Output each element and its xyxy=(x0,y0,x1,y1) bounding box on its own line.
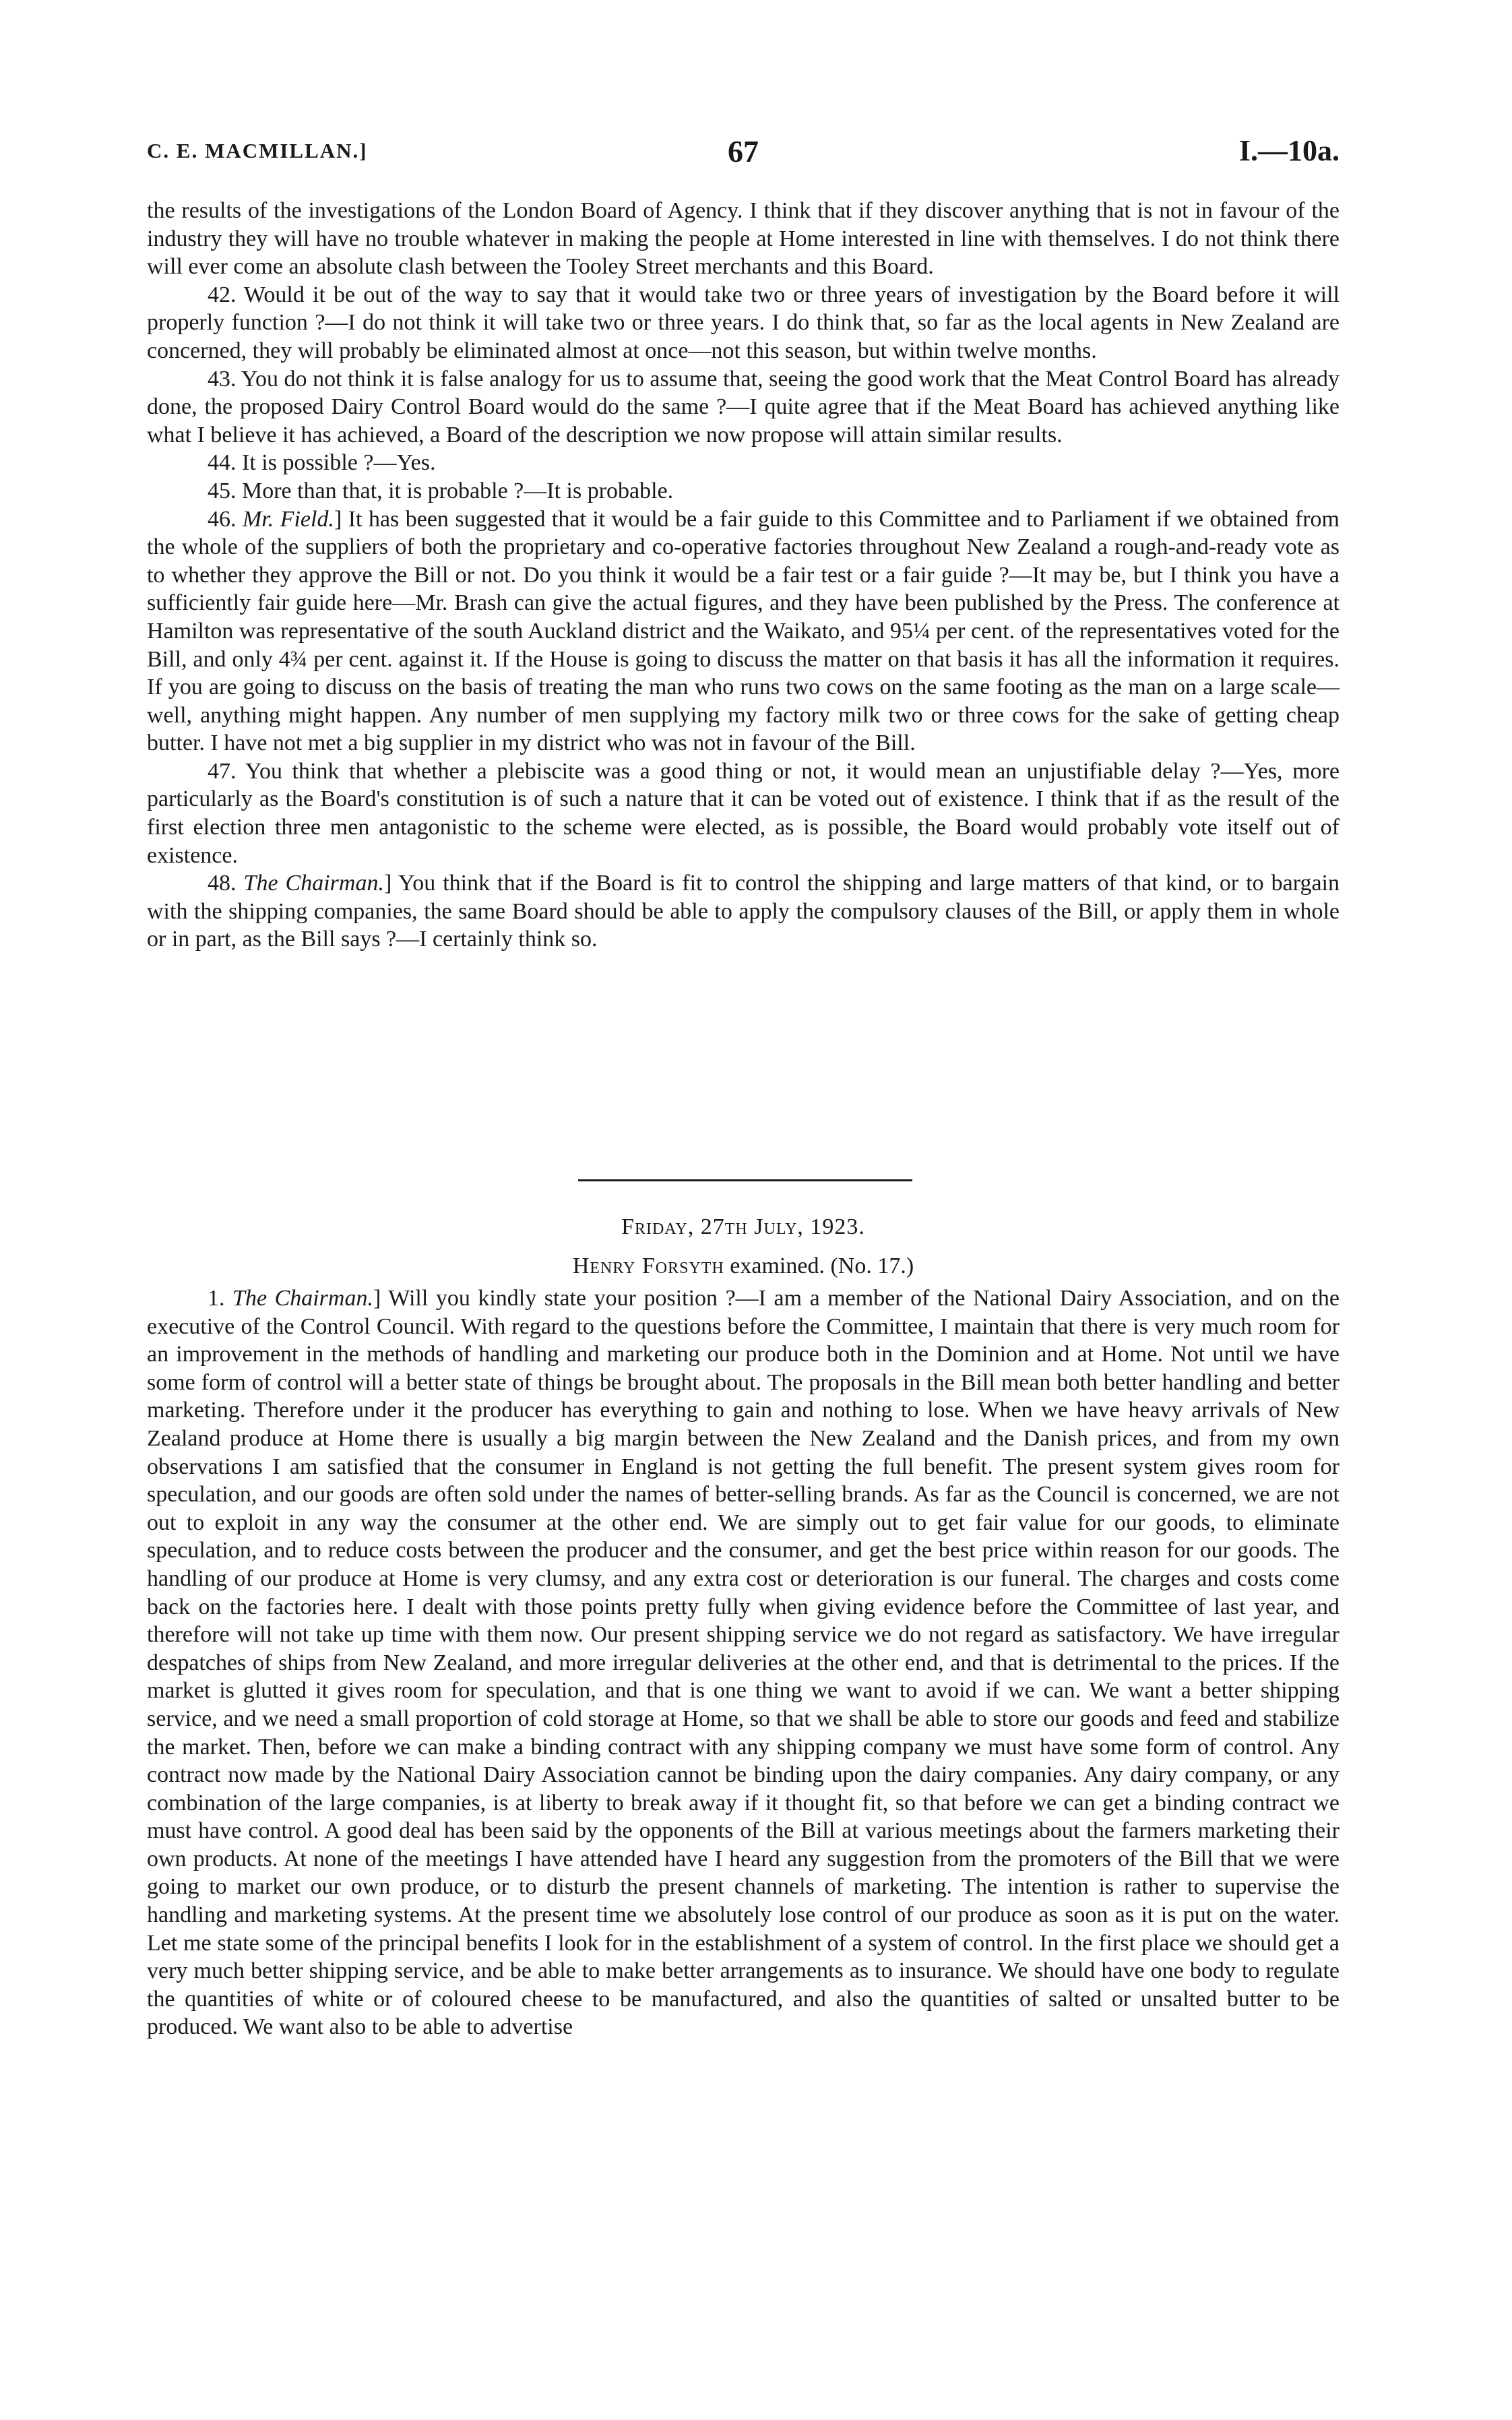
page-header xyxy=(147,133,1340,174)
witness-name: Henry Forsyth xyxy=(572,1253,724,1278)
question-44: 44. It is possible ?—Yes. xyxy=(208,450,436,476)
question-46 xyxy=(147,505,1340,757)
witness-examined-note: examined. (No. 17.) xyxy=(730,1253,914,1278)
running-head-author: C. E. MACMILLAN.] xyxy=(147,139,368,162)
question-number: 1. xyxy=(208,1286,225,1311)
question-number: 48. xyxy=(208,871,237,896)
question-48 xyxy=(147,869,1340,954)
question-43: 43. You do not think it is false analogy for us to assume that, seeing the good work that the Meat Control Board has already done, the proposed Dairy Control Board would do the same ?—I quite agree that if the Meat Board has achieved anything like what I believe it has achieved, a Board of the description we now propose will attain similar results. xyxy=(147,366,1340,447)
question-text: ] Will you kindly state your position ?—I am a member of the National Dairy Association, and on the executive of the Control Council. With regard to the questions before the Committee, I maintain that there is very much room for an improvement in the methods of handling and marketing our produce both in the Dominion and at Home. Not until we have some form of control will a better state of things be brought about. The proposals in the Bill mean both better handling and better marketing. Therefore under it the producer has everything to gain and nothing to lose. When we have heavy arrivals of New Zealand produce at Home there is usually a big margin between the New Zealand and the Danish prices, and from my own observations I am satisfied that the consumer in England is not getting the full benefit. The present system gives room for speculation, and our goods are often sold under the names of better-selling brands. As far as the Council is concerned, we are not out to exploit in any way the consumer at the other end. We are simply out to get fair value for our goods, to eliminate speculation, and to reduce costs between the producer and the consumer, and get the best price within reason for our goods. The handling of our produce at Home is very clumsy, and any extra cost or deterioration is our funeral. The charges and costs come back on the factories here. I dealt with those points pretty fully when giving evidence before the Committee of last year, and therefore will not take up time with them now. Our present shipping service we do not regard as satisfactory. We have irregular despatches of ships from New Zealand, and more irregular deliveries at the other end, and that is detrimental to the prices. If the market is glutted it gives room for speculation, and that is one thing we want to avoid if we can. We want a better shipping service, and we need a small proportion of cold storage at Home, so that we shall be able to store our goods and feed and stabilize the market. Then, before we can make a binding contract with any shipping company we must have some form of control. Any contract now made by the National Dairy Association cannot be binding upon the dairy companies. Any dairy company, or any combination of the large companies, is at liberty to break away if it thought fit, so that before we can get a binding contract we must have control. A good deal has been said by the opponents of the Bill at various meetings about the farmers marketing their own products. At none of the meetings I have attended have I heard any suggestion from the promoters of the Bill that we were going to market our own produce, or to disturb the present channels of marketing. The intention is rather to supervise the handling and marketing systems. At the present time we absolutely lose control of our produce as soon as it is put on the water. Let me state some of the principal benefits I look for in the establishment of a system of control. In the first place we should get a very much better shipping service, and be able to make better arrangements as to insurance. We should have one body to regulate the quantities of white or of coloured cheese to be manufactured, and also the quantities of salted or unsalted butter to be produced. We want also to be able to advertise xyxy=(147,1286,1340,2040)
speaker-name: The Chairman. xyxy=(232,1286,373,1311)
question-42: 42. Would it be out of the way to say that it would take two or three years of investigation by the Board before it will properly function ?—I do not think it will take two or three years. I do think that, so far as the local agents in New Zealand are concerned, they will probably be eliminated almost at once—not this season, but within twelve months. xyxy=(147,282,1340,363)
question-45: 45. More than that, it is probable ?—It is probable. xyxy=(208,478,674,503)
paragraph-continued: the results of the investigations of the London Board of Agency. I think that if they discover anything that is not in favour of the industry they will have no trouble whatever in making the people at Home interested in line with themselves. I do not think there will ever come an absolute clash between the Tooley Street merchants and this Board. xyxy=(147,198,1340,280)
document-reference: I.—10a. xyxy=(1238,134,1340,167)
section-divider xyxy=(578,1179,912,1181)
question-47: 47. You think that whether a plebiscite was a good thing or not, it would mean an unjustifiable delay ?—Yes, more particularly as the Board's constitution is of such a nature that it can be voted out of existence. I think that if as the result of the first election three men antagonistic to the scheme were elected, as is possible, the Board would probably vote itself out of existence. xyxy=(147,758,1340,868)
question-number: 46. xyxy=(208,506,237,532)
question-text: ] It has been suggested that it would be a fair guide to this Committee and to Parliament if we obtained from the whole of the suppliers of both the proprietary and co-operative factories throughout New Zealand a rough-and-ready vote as to whether they approve the Bill or not. Do you think it would be a fair test or a fair guide ?—It may be, but I think you have a sufficiently fair guide here—Mr. Brash can give the actual figures, and they have been published by the Press. The conference at Hamilton was representative of the south Auckland district and the Waikato, and 95¼ per cent. of the representatives voted for the Bill, and only 4¾ per cent. against it. If the House is going to discuss the matter on that basis it has all the information it requires. If you are going to discuss on the basis of treating the man who runs two cows on the same footing as the man on a large scale—well, anything might happen. Any number of men supplying my factory milk two or three cows for the sake of getting cheap butter. I have not met a big supplier in my district who was not in favour of the Bill. xyxy=(147,506,1340,756)
question-text: ] You think that if the Board is fit to control the shipping and large matters of that kind, or to bargain with the shipping companies, the same Board should be able to apply the compulsory clauses of the Bill, or apply them in whole or in part, as the Bill says ?—I certainly think so. xyxy=(147,871,1340,952)
speaker-name: The Chairman. xyxy=(243,871,384,896)
evidence-section-forsyth xyxy=(147,1284,1340,2041)
question-1 xyxy=(147,1284,1340,2041)
sitting-date-heading: Friday, 27th July, 1923. xyxy=(621,1214,865,1239)
witness-heading xyxy=(147,1253,1340,1279)
evidence-section-macmillan xyxy=(147,197,1340,954)
speaker-name: Mr. Field. xyxy=(242,506,334,532)
page-number: 67 xyxy=(728,134,759,168)
